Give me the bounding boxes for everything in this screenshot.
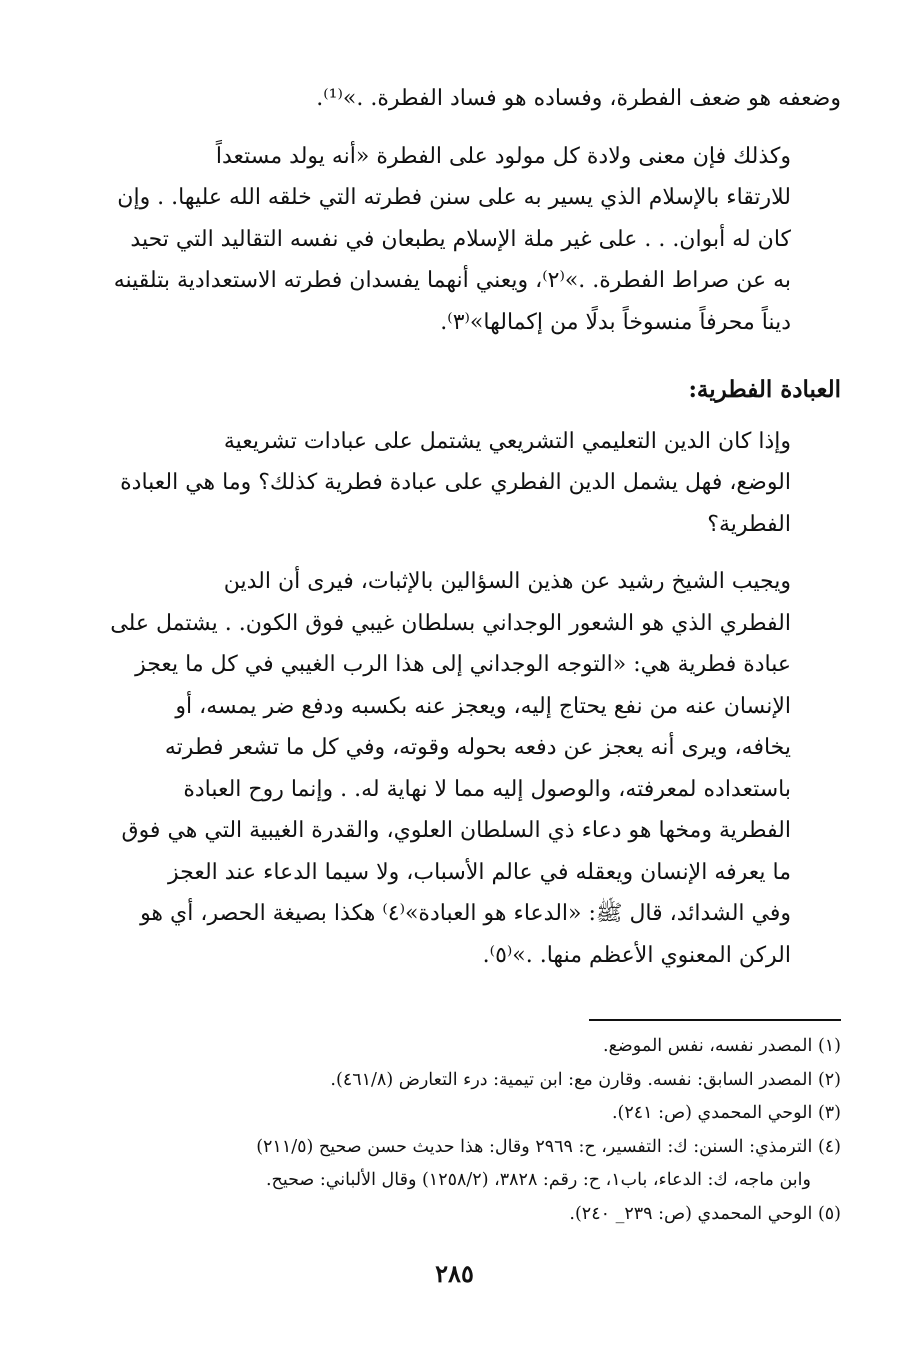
footnote-text: الترمذي: السنن: ك: التفسير، ح: ٢٩٦٩ وقال: هذا حديث حسن صحيح (٢١١/٥) — [256, 1136, 813, 1157]
text-line: الوضع، فهل يشمل الدين الفطري على عبادة فطرية كذلك؟ وما هي العبادة — [120, 470, 791, 495]
footnote-4 — [95, 1131, 841, 1165]
text-line: به عن صراط الفطرة. .»⁽٢⁾، ويعني أنهما يفسدان فطرته الاستعدادية بتلقينه — [113, 268, 791, 293]
footnote-text: المصدر نفسه، نفس الموضع. — [603, 1036, 813, 1056]
text-line: الفطرية؟ — [707, 511, 791, 537]
footnote-marker: (٤) — [817, 1136, 841, 1157]
footnote-3 — [95, 1097, 841, 1131]
footnote-marker: (٢) — [817, 1069, 841, 1090]
paragraph-2 — [95, 136, 841, 344]
text-line: للارتقاء بالإسلام الذي يسير به على سنن فطرته التي خلقه الله عليها. . وإن — [117, 185, 791, 210]
footnote-marker: (٥) — [817, 1203, 841, 1224]
text-line: وفي الشدائد، قال ﷺ: «الدعاء هو العبادة»⁽٤⁾ هكذا بصيغة الحصر، أي هو — [140, 901, 791, 926]
text-line: ديناً محرفاً منسوخاً بدلًا من إكمالها»⁽٣⁾. — [440, 309, 791, 335]
footnote-divider — [589, 1019, 841, 1021]
footnote-2 — [95, 1064, 841, 1098]
text-line: وكذلك فإن معنى ولادة كل مولود على الفطرة «أنه يولد مستعداً — [215, 143, 791, 169]
paragraph-4 — [95, 561, 841, 976]
footnote-1 — [95, 1030, 841, 1064]
text-line: عبادة فطرية هي: «التوجه الوجداني إلى هذا الرب الغيبي في كل ما يعجز — [135, 652, 791, 677]
paragraph-1 — [95, 78, 841, 120]
footnote-5 — [95, 1198, 841, 1232]
text-line: الركن المعنوي الأعظم منها. .»⁽٥⁾. — [482, 942, 791, 968]
page-body — [95, 78, 841, 976]
text-line: ويجيب الشيخ رشيد عن هذين السؤالين بالإثبات، فيرى أن الدين — [223, 569, 791, 594]
footnotes — [95, 1030, 841, 1231]
footnote-text: وابن ماجه، ك: الدعاء، باب١، ح: رقم: ٣٨٢٨، (١٢٥٨/٢) وقال الألباني: صحيح. — [265, 1170, 811, 1190]
footnote-4-continuation — [95, 1164, 841, 1198]
text-line: وضعفه هو ضعف الفطرة، وفساده هو فساد الفطرة. .»⁽¹⁾. — [316, 86, 841, 111]
text-line: كان له أبوان. . . على غير ملة الإسلام يطبعان في نفسه التقاليد التي تحيد — [130, 226, 791, 252]
paragraph-3 — [95, 421, 841, 546]
section-heading: العبادة الفطرية: — [688, 376, 841, 403]
text-line: الإنسان عنه من نفع يحتاج إليه، ويعجز عنه بكسبه ودفع ضر يمسه، أو — [175, 693, 791, 719]
text-line: الفطرية ومخها هو دعاء ذي السلطان العلوي، والقدرة الغيبية التي هي فوق — [121, 818, 791, 843]
text-line: الفطري الذي هو الشعور الوجداني بسلطان غيبي فوق الكون. . يشتمل على — [110, 610, 791, 636]
footnote-marker: (١) — [817, 1036, 841, 1056]
footnote-text: الوحي المحمدي (ص: ٢٣٩_ ٢٤٠). — [569, 1203, 813, 1224]
text-line: يخافه، ويرى أنه يعجز عن دفعه بحوله وقوته، وفي كل ما تشعر فطرته — [164, 735, 791, 760]
footnote-text: الوحي المحمدي (ص: ٢٤١). — [611, 1103, 813, 1123]
footnote-text: المصدر السابق: نفسه. وقارن مع: ابن تيمية: درء التعارض (٤٦١/٨). — [330, 1069, 813, 1090]
page-number: ٢٨٥ — [435, 1259, 474, 1288]
text-line: باستعداده لمعرفته، والوصول إليه مما لا نهاية له. . وإنما روح العبادة — [183, 776, 791, 802]
text-line: وإذا كان الدين التعليمي التشريعي يشتمل على عبادات تشريعية — [223, 428, 791, 454]
text-line: ما يعرفه الإنسان ويعقله في عالم الأسباب، ولا سيما الدعاء عند العجز — [168, 859, 791, 885]
footnote-marker: (٣) — [817, 1103, 841, 1123]
